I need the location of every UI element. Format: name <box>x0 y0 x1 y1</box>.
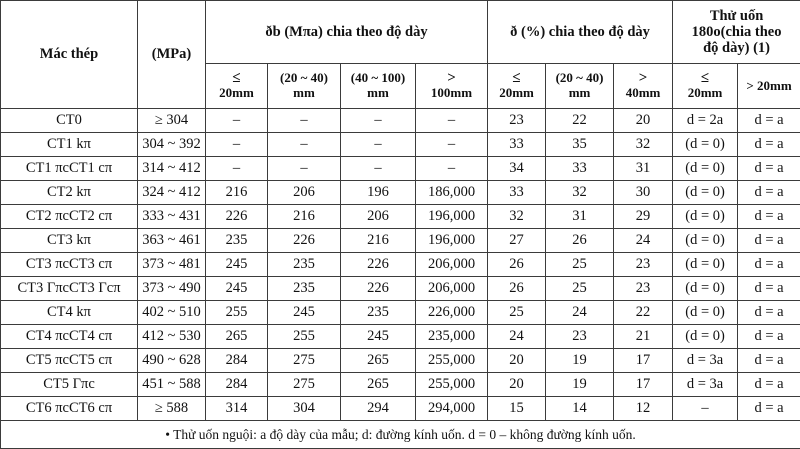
cell-bend-le20mm: (d = 0) <box>673 133 738 157</box>
cell-ob-40-100mm: – <box>341 133 416 157</box>
cell-bend-le20mm: (d = 0) <box>673 181 738 205</box>
cell-ob-gt100mm: 226,000 <box>416 301 488 325</box>
table-row <box>1 133 800 157</box>
cell-ob-le20mm: 226 <box>206 205 268 229</box>
cell-bend-le20mm: (d = 0) <box>673 253 738 277</box>
cell-grade: CT2 πcCT2 cπ <box>1 205 138 229</box>
cell-ob-20-40mm: 235 <box>268 253 341 277</box>
cell-ob-le20mm: 284 <box>206 349 268 373</box>
cell-ob-le20mm: – <box>206 157 268 181</box>
header-ob-20-40mm-unit: mm <box>270 86 338 101</box>
cell-mpa: 304 ~ 392 <box>138 133 206 157</box>
table-row <box>1 277 800 301</box>
cell-delta-le20mm: 24 <box>488 325 546 349</box>
cell-ob-20-40mm: – <box>268 133 341 157</box>
header-ob-gt100mm-value: 100mm <box>418 86 485 101</box>
cell-ob-le20mm: 314 <box>206 397 268 421</box>
header-delta-gt40mm-value: 40mm <box>616 86 670 101</box>
header-ob-40-100mm-range: (40 ~ 100) <box>343 71 413 86</box>
cell-ob-40-100mm: 196 <box>341 181 416 205</box>
cell-delta-20-40mm: 14 <box>546 397 614 421</box>
cell-delta-gt40mm: 17 <box>614 349 673 373</box>
table-row <box>1 109 800 133</box>
cell-delta-gt40mm: 31 <box>614 157 673 181</box>
header-delta-20-40mm-range: (20 ~ 40) <box>548 71 611 86</box>
cell-delta-gt40mm: 17 <box>614 373 673 397</box>
cell-ob-gt100mm: 196,000 <box>416 205 488 229</box>
cell-bend-gt20mm: d = a <box>738 109 800 133</box>
header-group-row <box>1 1 800 64</box>
cell-ob-20-40mm: 255 <box>268 325 341 349</box>
cell-ob-20-40mm: 304 <box>268 397 341 421</box>
header-ob-le20mm <box>206 64 268 109</box>
table-row <box>1 157 800 181</box>
table-header <box>1 1 800 109</box>
cell-ob-20-40mm: 226 <box>268 229 341 253</box>
cell-mpa: 412 ~ 530 <box>138 325 206 349</box>
cell-delta-20-40mm: 33 <box>546 157 614 181</box>
cell-delta-gt40mm: 29 <box>614 205 673 229</box>
cell-grade: CT4 kπ <box>1 301 138 325</box>
cell-delta-gt40mm: 23 <box>614 253 673 277</box>
cell-bend-le20mm: (d = 0) <box>673 229 738 253</box>
header-ob-le20mm-value: 20mm <box>208 86 265 101</box>
cell-bend-gt20mm: d = a <box>738 373 800 397</box>
table-row <box>1 325 800 349</box>
cell-grade: CT3 kπ <box>1 229 138 253</box>
cell-mpa: 363 ~ 461 <box>138 229 206 253</box>
cell-grade: CT3 πcCT3 cπ <box>1 253 138 277</box>
table-row <box>1 301 800 325</box>
cell-ob-40-100mm: 216 <box>341 229 416 253</box>
cell-grade: CT2 kπ <box>1 181 138 205</box>
cell-delta-le20mm: 20 <box>488 349 546 373</box>
table-row <box>1 397 800 421</box>
cell-bend-le20mm: (d = 0) <box>673 325 738 349</box>
cell-bend-le20mm: d = 3a <box>673 373 738 397</box>
cell-ob-gt100mm: – <box>416 109 488 133</box>
cell-ob-40-100mm: 245 <box>341 325 416 349</box>
cell-ob-40-100mm: – <box>341 109 416 133</box>
header-bend-le20mm-symbol: ≤ <box>675 71 735 86</box>
cell-ob-40-100mm: 226 <box>341 277 416 301</box>
cell-grade: CT5 πcCT5 cπ <box>1 349 138 373</box>
cell-bend-gt20mm: d = a <box>738 157 800 181</box>
cell-ob-le20mm: – <box>206 133 268 157</box>
cell-delta-20-40mm: 23 <box>546 325 614 349</box>
cell-ob-40-100mm: 265 <box>341 373 416 397</box>
cell-delta-20-40mm: 24 <box>546 301 614 325</box>
cell-bend-gt20mm: d = a <box>738 277 800 301</box>
cell-ob-gt100mm: 206,000 <box>416 277 488 301</box>
header-ob-20-40mm-range: (20 ~ 40) <box>270 71 338 86</box>
cell-ob-20-40mm: 216 <box>268 205 341 229</box>
cell-delta-gt40mm: 22 <box>614 301 673 325</box>
cell-mpa: 373 ~ 490 <box>138 277 206 301</box>
cell-delta-le20mm: 15 <box>488 397 546 421</box>
cell-ob-gt100mm: 235,000 <box>416 325 488 349</box>
cell-mpa: 314 ~ 412 <box>138 157 206 181</box>
footnote-text: • Thử uốn nguội: a độ dày của mẫu; d: đường kính uốn. d = 0 – không đường kính uốn. <box>1 421 800 449</box>
table-footer <box>1 421 800 449</box>
cell-delta-gt40mm: 12 <box>614 397 673 421</box>
cell-delta-20-40mm: 25 <box>546 253 614 277</box>
header-delta-le20mm <box>488 64 546 109</box>
cell-ob-le20mm: 245 <box>206 253 268 277</box>
cell-ob-gt100mm: 255,000 <box>416 349 488 373</box>
cell-bend-le20mm: – <box>673 397 738 421</box>
note-row <box>1 421 800 449</box>
cell-ob-40-100mm: 206 <box>341 205 416 229</box>
header-delta-gt40mm-symbol: > <box>616 71 670 86</box>
cell-ob-40-100mm: 226 <box>341 253 416 277</box>
cell-ob-20-40mm: 275 <box>268 373 341 397</box>
cell-ob-20-40mm: 235 <box>268 277 341 301</box>
cell-ob-40-100mm: – <box>341 157 416 181</box>
cell-delta-le20mm: 34 <box>488 157 546 181</box>
cell-ob-le20mm: 284 <box>206 373 268 397</box>
cell-delta-20-40mm: 19 <box>546 373 614 397</box>
header-group-bend-line1: Thử uốn <box>676 8 797 24</box>
cell-ob-20-40mm: – <box>268 109 341 133</box>
cell-delta-le20mm: 27 <box>488 229 546 253</box>
header-group-bend <box>673 1 800 64</box>
header-delta-le20mm-symbol: ≤ <box>490 71 543 86</box>
header-ob-le20mm-symbol: ≤ <box>208 71 265 86</box>
cell-grade: CT3 ΓπcCT3 Γcπ <box>1 277 138 301</box>
table-row <box>1 181 800 205</box>
header-ob-gt100mm-symbol: > <box>418 71 485 86</box>
cell-mpa: 451 ~ 588 <box>138 373 206 397</box>
cell-ob-le20mm: – <box>206 109 268 133</box>
header-bend-gt20mm: > 20mm <box>738 64 800 109</box>
cell-ob-le20mm: 255 <box>206 301 268 325</box>
cell-bend-le20mm: d = 3a <box>673 349 738 373</box>
cell-bend-le20mm: (d = 0) <box>673 277 738 301</box>
header-delta-20-40mm <box>546 64 614 109</box>
table-body <box>1 109 800 421</box>
cell-grade: CT0 <box>1 109 138 133</box>
header-ob-40-100mm <box>341 64 416 109</box>
header-group-bend-line2: 180o(chia theo <box>676 24 797 40</box>
table-row <box>1 205 800 229</box>
cell-bend-gt20mm: d = a <box>738 133 800 157</box>
cell-ob-gt100mm: 206,000 <box>416 253 488 277</box>
cell-ob-40-100mm: 265 <box>341 349 416 373</box>
cell-grade: CT1 πcCT1 cπ <box>1 157 138 181</box>
cell-delta-20-40mm: 22 <box>546 109 614 133</box>
cell-ob-40-100mm: 235 <box>341 301 416 325</box>
cell-delta-le20mm: 23 <box>488 109 546 133</box>
cell-ob-gt100mm: – <box>416 157 488 181</box>
cell-ob-le20mm: 235 <box>206 229 268 253</box>
cell-delta-le20mm: 32 <box>488 205 546 229</box>
header-mpa: (MPa) <box>138 1 206 109</box>
cell-ob-le20mm: 245 <box>206 277 268 301</box>
header-delta-20-40mm-unit: mm <box>548 86 611 101</box>
cell-ob-gt100mm: – <box>416 133 488 157</box>
cell-grade: CT6 πcCT6 cπ <box>1 397 138 421</box>
header-bend-le20mm-value: 20mm <box>675 86 735 101</box>
cell-delta-le20mm: 26 <box>488 277 546 301</box>
cell-ob-20-40mm: 275 <box>268 349 341 373</box>
cell-bend-gt20mm: d = a <box>738 301 800 325</box>
cell-delta-gt40mm: 20 <box>614 109 673 133</box>
cell-mpa: 324 ~ 412 <box>138 181 206 205</box>
cell-delta-20-40mm: 25 <box>546 277 614 301</box>
cell-mpa: 402 ~ 510 <box>138 301 206 325</box>
cell-ob-40-100mm: 294 <box>341 397 416 421</box>
cell-delta-le20mm: 26 <box>488 253 546 277</box>
cell-bend-le20mm: d = 2a <box>673 109 738 133</box>
cell-ob-20-40mm: 206 <box>268 181 341 205</box>
cell-delta-gt40mm: 30 <box>614 181 673 205</box>
header-ob-20-40mm <box>268 64 341 109</box>
cell-delta-gt40mm: 21 <box>614 325 673 349</box>
header-delta-gt40mm <box>614 64 673 109</box>
header-group-elongation: ð (%) chia theo độ dày <box>488 1 673 64</box>
cell-delta-20-40mm: 31 <box>546 205 614 229</box>
cell-bend-gt20mm: d = a <box>738 253 800 277</box>
cell-mpa: ≥ 588 <box>138 397 206 421</box>
cell-delta-20-40mm: 26 <box>546 229 614 253</box>
header-bend-le20mm <box>673 64 738 109</box>
cell-ob-le20mm: 265 <box>206 325 268 349</box>
cell-ob-20-40mm: 245 <box>268 301 341 325</box>
cell-mpa: 373 ~ 481 <box>138 253 206 277</box>
cell-ob-20-40mm: – <box>268 157 341 181</box>
cell-bend-gt20mm: d = a <box>738 229 800 253</box>
table-row <box>1 349 800 373</box>
cell-delta-le20mm: 33 <box>488 133 546 157</box>
cell-delta-le20mm: 20 <box>488 373 546 397</box>
cell-mpa: ≥ 304 <box>138 109 206 133</box>
header-ob-40-100mm-unit: mm <box>343 86 413 101</box>
cell-grade: CT5 Γπc <box>1 373 138 397</box>
cell-bend-le20mm: (d = 0) <box>673 205 738 229</box>
cell-ob-gt100mm: 186,000 <box>416 181 488 205</box>
cell-delta-gt40mm: 23 <box>614 277 673 301</box>
cell-delta-20-40mm: 35 <box>546 133 614 157</box>
cell-bend-le20mm: (d = 0) <box>673 157 738 181</box>
header-delta-le20mm-value: 20mm <box>490 86 543 101</box>
cell-bend-gt20mm: d = a <box>738 325 800 349</box>
header-ob-gt100mm <box>416 64 488 109</box>
header-group-bend-line3: độ dày) (1) <box>676 40 797 56</box>
cell-delta-20-40mm: 32 <box>546 181 614 205</box>
cell-bend-gt20mm: d = a <box>738 397 800 421</box>
cell-grade: CT4 πcCT4 cπ <box>1 325 138 349</box>
cell-mpa: 490 ~ 628 <box>138 349 206 373</box>
header-grade: Mác thép <box>1 1 138 109</box>
table-row <box>1 373 800 397</box>
cell-delta-20-40mm: 19 <box>546 349 614 373</box>
cell-bend-le20mm: (d = 0) <box>673 301 738 325</box>
cell-ob-gt100mm: 255,000 <box>416 373 488 397</box>
cell-bend-gt20mm: d = a <box>738 205 800 229</box>
cell-grade: CT1 kπ <box>1 133 138 157</box>
cell-bend-gt20mm: d = a <box>738 349 800 373</box>
cell-bend-gt20mm: d = a <box>738 181 800 205</box>
cell-delta-le20mm: 33 <box>488 181 546 205</box>
cell-delta-gt40mm: 24 <box>614 229 673 253</box>
table-row <box>1 253 800 277</box>
cell-mpa: 333 ~ 431 <box>138 205 206 229</box>
header-group-tensile: ðb (Mπa) chia theo độ dày <box>206 1 488 64</box>
cell-delta-le20mm: 25 <box>488 301 546 325</box>
cell-ob-gt100mm: 196,000 <box>416 229 488 253</box>
table-row <box>1 229 800 253</box>
cell-ob-le20mm: 216 <box>206 181 268 205</box>
cell-delta-gt40mm: 32 <box>614 133 673 157</box>
cell-ob-gt100mm: 294,000 <box>416 397 488 421</box>
